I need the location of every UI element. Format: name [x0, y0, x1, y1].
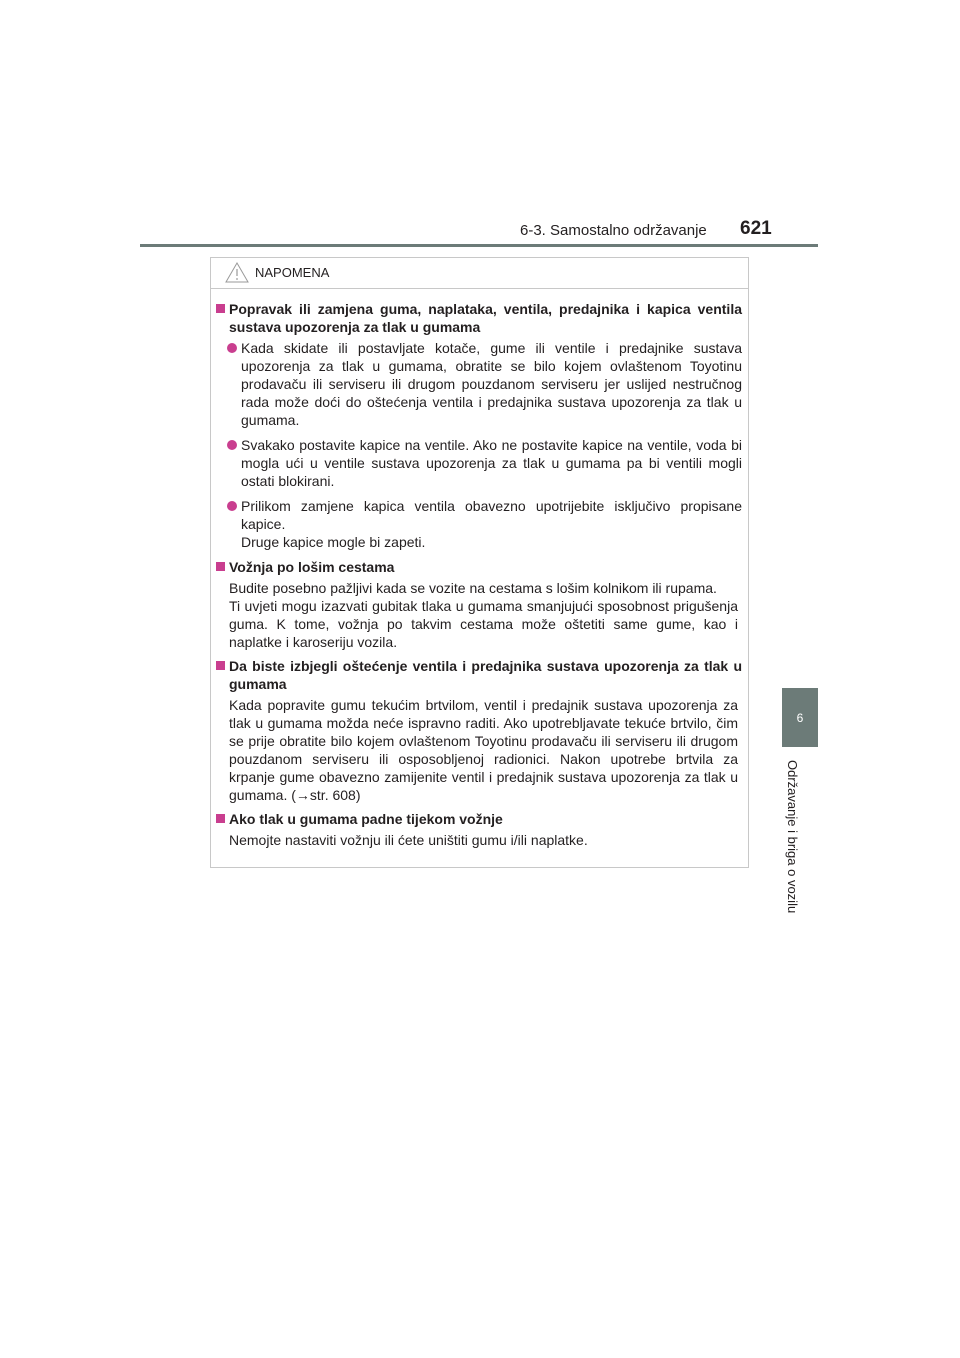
section-title: 6-3. Samostalno održavanje	[520, 222, 707, 239]
chapter-number: 6	[796, 710, 804, 725]
section-heading-text: Popravak ili zamjena guma, naplataka, ventila, predajnika i kapica ventila sustava upozorenja za tlak u gumama	[229, 301, 742, 335]
section-heading	[216, 558, 742, 576]
round-bullet-icon	[227, 501, 237, 511]
section-heading-text: Ako tlak u gumama padne tijekom vožnje	[229, 811, 503, 827]
list-item-text: Svakako postavite kapice na ventile. Ako ne postavite kapice na ventile, voda bi mogla ući u ventile sustava upozorenja za tlak u gumama pa bi ventili mogli ostati blokirani.	[241, 437, 742, 489]
paragraph	[216, 579, 742, 651]
list-item-text: Kada skidate ili postavljate kotače, gume ili ventile i predajnike sustava upozorenja za tlak u gumama, obratite se bilo kojem ovlaštenom Toyotinu prodavaču ili serviseru ili drugom pouzdanom serviseru jer uslijed nestručnog rada može doći do oštećenja ventila i predajnika sustava upozorenja za tlak u gumama.	[241, 340, 742, 428]
list-item-text: Druge kapice mogle bi zapeti.	[241, 534, 426, 550]
note-box	[210, 257, 749, 868]
round-bullet-icon	[227, 440, 237, 450]
note-body	[211, 289, 748, 849]
section-heading	[216, 657, 742, 693]
round-bullet-icon	[227, 343, 237, 353]
paragraph-text: Ti uvjeti mogu izazvati gubitak tlaka u gumama smanjujući sposobnost prigušenja guma. K tome, vožnja po takvim cestama može oštetiti same gume, kao i naplatke i karoseriju vozila.	[229, 598, 738, 650]
square-bullet-icon	[216, 304, 225, 313]
paragraph-text: Kada popravite gumu tekućim brtvilom, ventil i predajnik sustava upozorenja za tlak u gumama možda neće ispravno raditi. Ako upotrebljavate tekuće brtvilo, čim se prije obratite bilo kojem ovlaštenom Toyotinu prodavaču ili serviseru ili drugom pouzdanom serviseru ili osposobljenoj radionici. Nakon upotrebe brtvila za krpanje gume obavezno zamijenite ventil i predajnik sustava upozorenja za tlak u gumama. (→str. 608)	[229, 697, 738, 803]
page-number: 621	[740, 218, 772, 239]
section-heading	[216, 300, 742, 336]
note-header	[211, 258, 748, 289]
square-bullet-icon	[216, 562, 225, 571]
chapter-tab	[782, 688, 818, 747]
chapter-label: Održavanje i briga o vozilu	[785, 760, 800, 914]
warning-triangle-icon	[225, 262, 249, 288]
section-heading-text: Da biste izbjegli oštećenje ventila i predajnika sustava upozorenja za tlak u gumama	[229, 658, 742, 692]
paragraph	[216, 696, 742, 804]
square-bullet-icon	[216, 661, 225, 670]
paragraph-text: Budite posebno pažljivi kada se vozite na cestama s lošim kolnikom ili rupama.	[229, 580, 717, 596]
list-item-text: Prilikom zamjene kapica ventila obavezno upotrijebite isključivo propisane kapice.	[241, 498, 742, 532]
paragraph	[216, 831, 742, 849]
header-divider	[140, 244, 818, 247]
section-heading	[216, 810, 742, 828]
list-item	[216, 497, 742, 551]
note-title: NAPOMENA	[255, 265, 330, 280]
paragraph-text: Nemojte nastaviti vožnju ili ćete uništiti gumu i/ili naplatke.	[229, 832, 588, 848]
square-bullet-icon	[216, 814, 225, 823]
list-item	[216, 339, 742, 429]
section-heading-text: Vožnja po lošim cestama	[229, 559, 395, 575]
list-item	[216, 436, 742, 490]
